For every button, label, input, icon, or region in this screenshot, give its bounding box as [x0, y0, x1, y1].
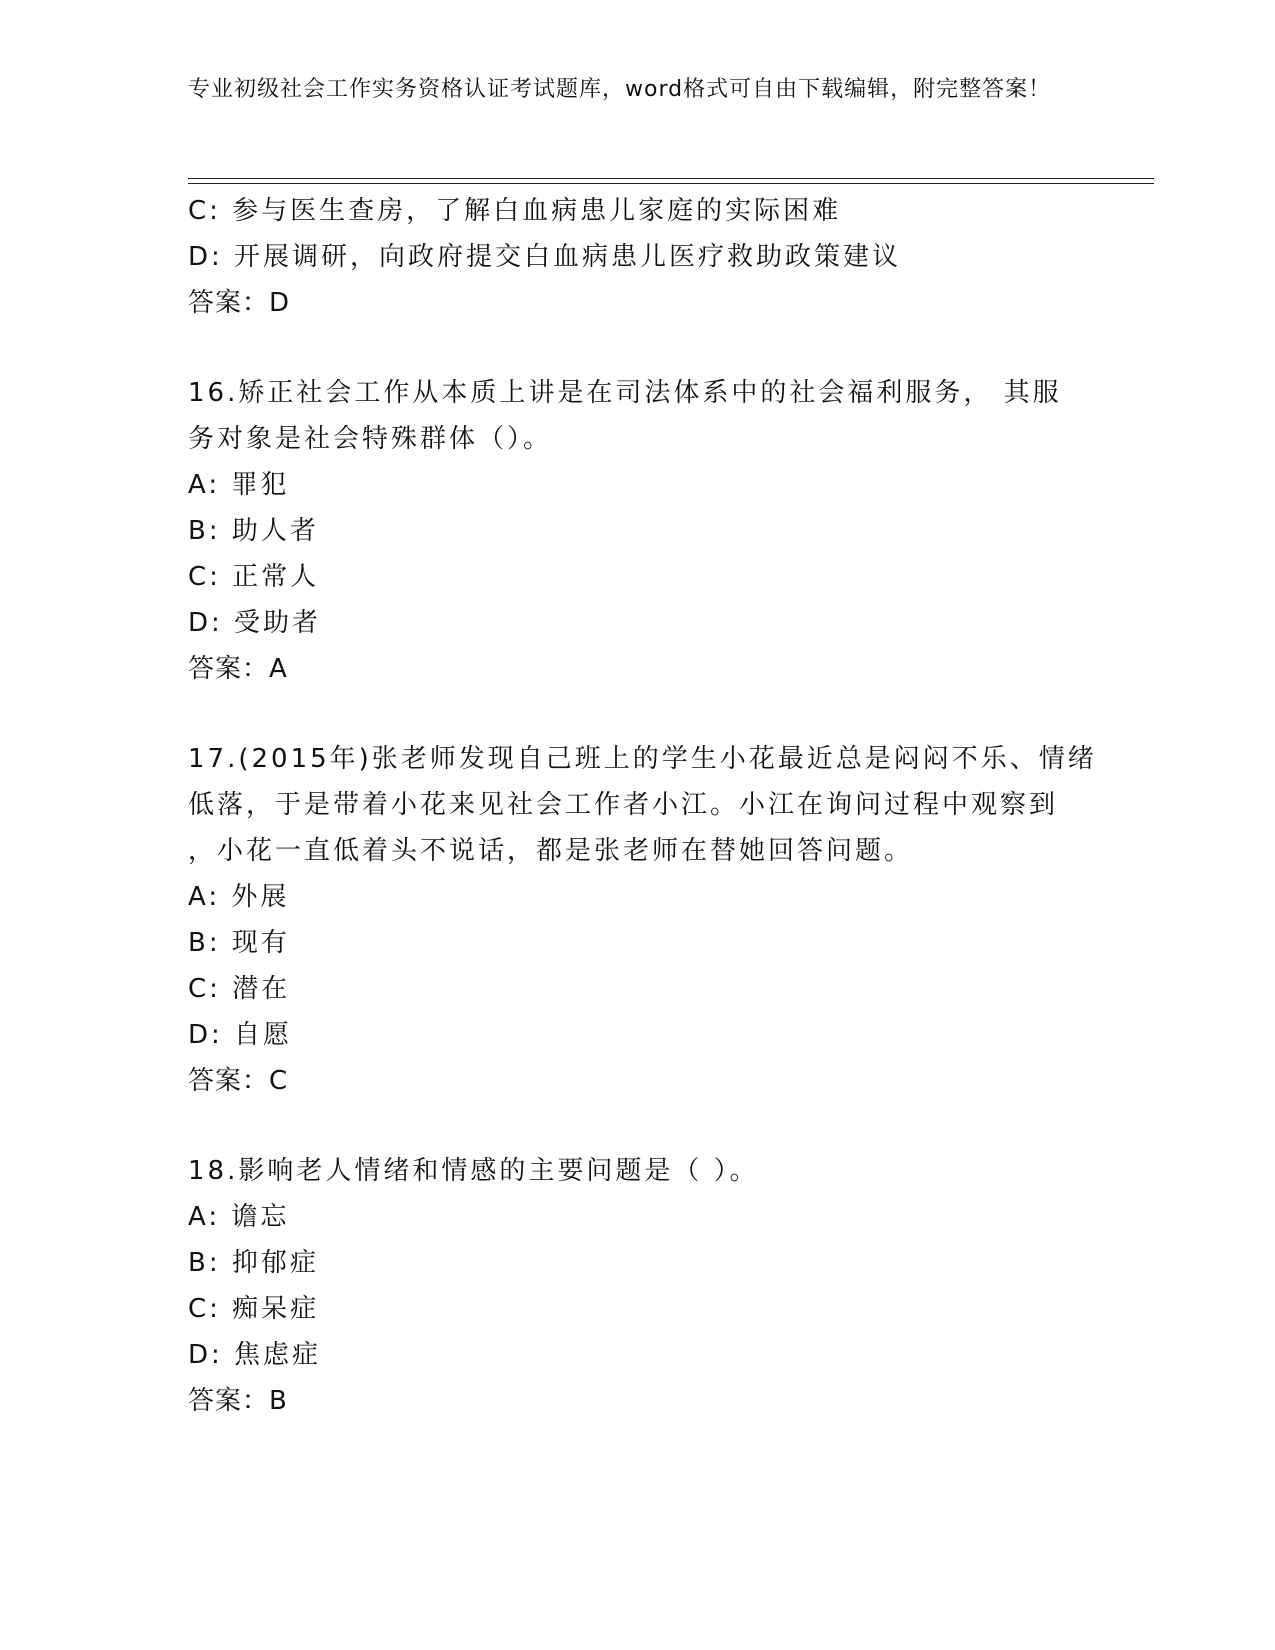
- option-line: D: 受助者: [188, 608, 322, 638]
- question-block: [188, 736, 1097, 1104]
- page-header: 专业初级社会工作实务资格认证考试题库，word格式可自由下载编辑，附完整答案！: [188, 77, 1052, 102]
- option-line: D: 焦虑症: [188, 1340, 322, 1370]
- option-line: B: 抑郁症: [188, 1248, 319, 1278]
- option-line: D: 开展调研，向政府提交白血病患儿医疗救助政策建议: [188, 242, 902, 272]
- question-text: 16.矫正社会工作从本质上讲是在司法体系中的社会福利服务， 其服: [188, 378, 1062, 408]
- header-rule-bottom: [188, 183, 1154, 184]
- question-block: [188, 188, 1088, 326]
- question-text: 低落，于是带着小花来见社会工作者小江。小江在询问过程中观察到: [188, 790, 1059, 820]
- option-line: C: 痴呆症: [188, 1294, 320, 1324]
- option-line: A: 外展: [188, 882, 290, 912]
- option-line: B: 助人者: [188, 516, 319, 546]
- answer-line: 答案：A: [188, 654, 288, 684]
- option-line: B: 现有: [188, 928, 290, 958]
- question-block: [188, 1148, 1088, 1424]
- answer-line: 答案：B: [188, 1386, 288, 1416]
- question-block: [188, 370, 1088, 692]
- option-line: C: 参与医生查房，了解白血病患儿家庭的实际困难: [188, 196, 842, 226]
- answer-line: 答案：C: [188, 1066, 289, 1096]
- question-list: [188, 188, 1097, 1424]
- answer-line: 答案：D: [188, 288, 291, 318]
- question-text: ，小花一直低着头不说话，都是张老师在替她回答问题。: [188, 836, 914, 866]
- question-text: 18.影响老人情绪和情感的主要问题是（ ）。: [188, 1156, 759, 1186]
- header-rule-top: [188, 178, 1154, 179]
- option-line: A: 罪犯: [188, 470, 290, 500]
- option-line: C: 正常人: [188, 562, 320, 592]
- option-line: D: 自愿: [188, 1020, 293, 1050]
- option-line: C: 潜在: [188, 974, 291, 1004]
- question-text: 17.(2015年)张老师发现自己班上的学生小花最近总是闷闷不乐、情绪: [188, 744, 1097, 774]
- question-text: 务对象是社会特殊群体（）。: [188, 424, 553, 454]
- option-line: A: 谵忘: [188, 1202, 290, 1232]
